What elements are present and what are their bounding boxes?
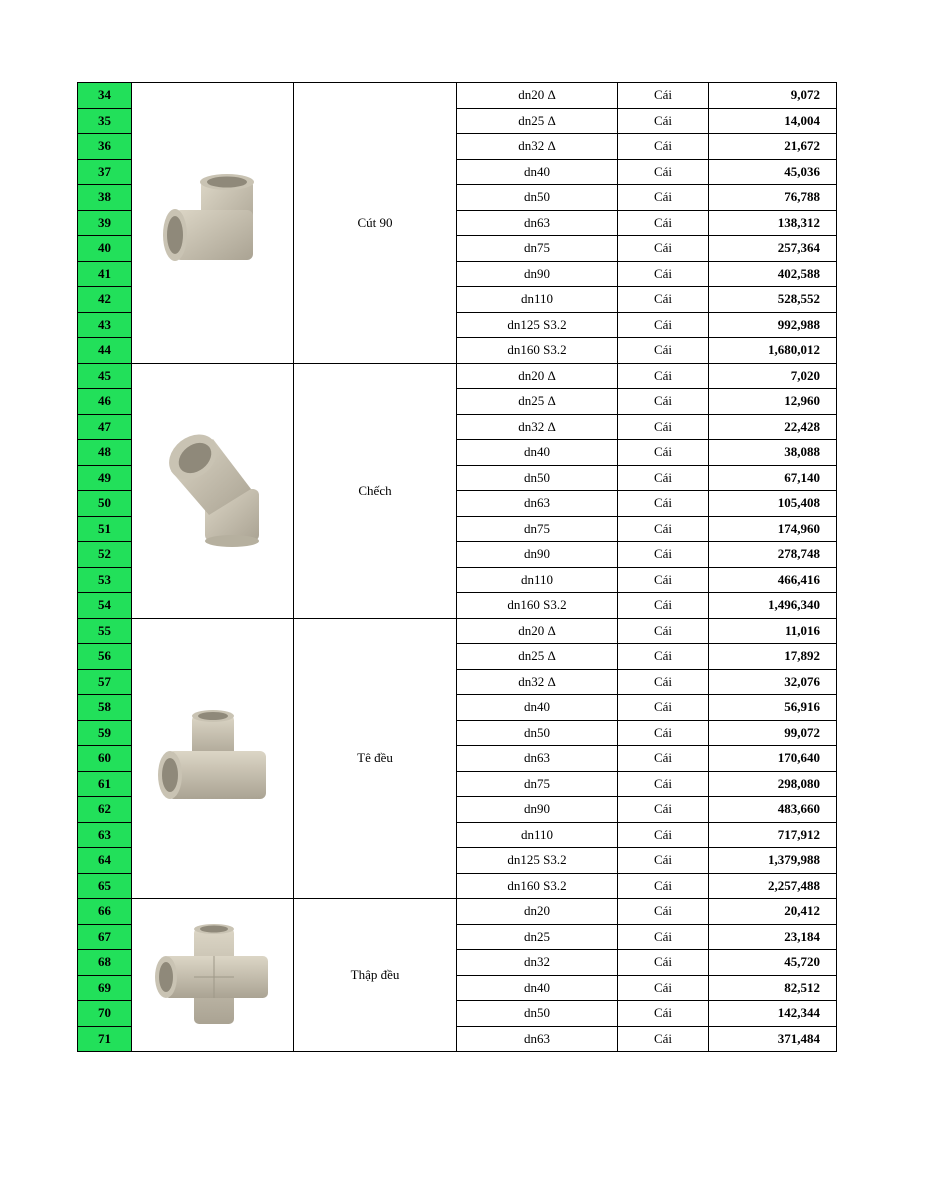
size-spec: dn90	[457, 797, 618, 823]
row-index: 56	[78, 644, 132, 670]
row-index: 39	[78, 210, 132, 236]
unit: Cái	[618, 822, 709, 848]
row-index: 66	[78, 899, 132, 925]
size-spec: dn32 Δ	[457, 134, 618, 160]
unit: Cái	[618, 363, 709, 389]
elbow-45-fitting-image	[132, 363, 294, 618]
size-spec: dn63	[457, 1026, 618, 1052]
elbow-90-fitting-image	[132, 83, 294, 364]
size-spec: dn20 Δ	[457, 363, 618, 389]
unit: Cái	[618, 159, 709, 185]
unit: Cái	[618, 516, 709, 542]
row-index: 71	[78, 1026, 132, 1052]
unit: Cái	[618, 873, 709, 899]
unit: Cái	[618, 83, 709, 109]
size-spec: dn110	[457, 822, 618, 848]
unit-price: 99,072	[709, 720, 837, 746]
unit-price: 257,364	[709, 236, 837, 262]
unit-price: 17,892	[709, 644, 837, 670]
unit-price: 56,916	[709, 695, 837, 721]
unit: Cái	[618, 134, 709, 160]
unit: Cái	[618, 491, 709, 517]
unit: Cái	[618, 567, 709, 593]
unit: Cái	[618, 695, 709, 721]
product-name: Cút 90	[294, 83, 457, 364]
size-spec: dn50	[457, 720, 618, 746]
size-spec: dn75	[457, 516, 618, 542]
size-spec: dn20 Δ	[457, 618, 618, 644]
unit: Cái	[618, 236, 709, 262]
size-spec: dn25	[457, 924, 618, 950]
table-row	[78, 83, 837, 109]
row-index: 68	[78, 950, 132, 976]
size-spec: dn32	[457, 950, 618, 976]
row-index: 50	[78, 491, 132, 517]
row-index: 41	[78, 261, 132, 287]
size-spec: dn63	[457, 491, 618, 517]
unit: Cái	[618, 746, 709, 772]
row-index: 49	[78, 465, 132, 491]
unit: Cái	[618, 771, 709, 797]
unit: Cái	[618, 618, 709, 644]
size-spec: dn40	[457, 975, 618, 1001]
row-index: 48	[78, 440, 132, 466]
row-index: 54	[78, 593, 132, 619]
size-spec: dn20 Δ	[457, 83, 618, 109]
unit-price: 7,020	[709, 363, 837, 389]
size-spec: dn50	[457, 185, 618, 211]
row-index: 55	[78, 618, 132, 644]
size-spec: dn63	[457, 746, 618, 772]
unit: Cái	[618, 542, 709, 568]
size-spec: dn32 Δ	[457, 414, 618, 440]
unit: Cái	[618, 593, 709, 619]
unit: Cái	[618, 287, 709, 313]
size-spec: dn125 S3.2	[457, 312, 618, 338]
unit-price: 402,588	[709, 261, 837, 287]
size-spec: dn90	[457, 261, 618, 287]
size-spec: dn25 Δ	[457, 644, 618, 670]
unit: Cái	[618, 848, 709, 874]
size-spec: dn75	[457, 771, 618, 797]
unit-price: 22,428	[709, 414, 837, 440]
unit: Cái	[618, 1001, 709, 1027]
row-index: 35	[78, 108, 132, 134]
unit: Cái	[618, 899, 709, 925]
row-index: 34	[78, 83, 132, 109]
row-index: 53	[78, 567, 132, 593]
row-index: 43	[78, 312, 132, 338]
size-spec: dn40	[457, 159, 618, 185]
unit-price: 2,257,488	[709, 873, 837, 899]
product-name: Thập đều	[294, 899, 457, 1052]
unit-price: 1,379,988	[709, 848, 837, 874]
unit-price: 1,680,012	[709, 338, 837, 364]
row-index: 59	[78, 720, 132, 746]
unit-price: 170,640	[709, 746, 837, 772]
row-index: 38	[78, 185, 132, 211]
unit-price: 20,412	[709, 899, 837, 925]
size-spec: dn75	[457, 236, 618, 262]
size-spec: dn20	[457, 899, 618, 925]
row-index: 51	[78, 516, 132, 542]
table-row	[78, 363, 837, 389]
unit-price: 371,484	[709, 1026, 837, 1052]
row-index: 64	[78, 848, 132, 874]
unit: Cái	[618, 720, 709, 746]
size-spec: dn50	[457, 465, 618, 491]
cross-fitting-image	[132, 899, 294, 1052]
unit-price: 38,088	[709, 440, 837, 466]
size-spec: dn160 S3.2	[457, 593, 618, 619]
unit-price: 14,004	[709, 108, 837, 134]
unit-price: 9,072	[709, 83, 837, 109]
row-index: 60	[78, 746, 132, 772]
unit: Cái	[618, 669, 709, 695]
size-spec: dn32 Δ	[457, 669, 618, 695]
size-spec: dn25 Δ	[457, 108, 618, 134]
unit-price: 717,912	[709, 822, 837, 848]
unit: Cái	[618, 465, 709, 491]
row-index: 44	[78, 338, 132, 364]
row-index: 58	[78, 695, 132, 721]
row-index: 70	[78, 1001, 132, 1027]
unit: Cái	[618, 414, 709, 440]
unit-price: 528,552	[709, 287, 837, 313]
product-name: Tê đều	[294, 618, 457, 899]
row-index: 61	[78, 771, 132, 797]
unit: Cái	[618, 975, 709, 1001]
tee-fitting-image	[132, 618, 294, 899]
size-spec: dn40	[457, 695, 618, 721]
price-table	[77, 82, 837, 1052]
unit-price: 1,496,340	[709, 593, 837, 619]
size-spec: dn160 S3.2	[457, 338, 618, 364]
row-index: 46	[78, 389, 132, 415]
row-index: 63	[78, 822, 132, 848]
unit-price: 142,344	[709, 1001, 837, 1027]
unit: Cái	[618, 797, 709, 823]
table-row	[78, 618, 837, 644]
size-spec: dn40	[457, 440, 618, 466]
unit-price: 138,312	[709, 210, 837, 236]
row-index: 45	[78, 363, 132, 389]
row-index: 67	[78, 924, 132, 950]
table-row	[78, 899, 837, 925]
unit-price: 12,960	[709, 389, 837, 415]
size-spec: dn110	[457, 567, 618, 593]
row-index: 65	[78, 873, 132, 899]
product-name: Chếch	[294, 363, 457, 618]
unit-price: 483,660	[709, 797, 837, 823]
unit-price: 992,988	[709, 312, 837, 338]
unit-price: 466,416	[709, 567, 837, 593]
size-spec: dn125 S3.2	[457, 848, 618, 874]
unit: Cái	[618, 185, 709, 211]
unit: Cái	[618, 389, 709, 415]
row-index: 69	[78, 975, 132, 1001]
unit: Cái	[618, 440, 709, 466]
unit-price: 82,512	[709, 975, 837, 1001]
size-spec: dn25 Δ	[457, 389, 618, 415]
unit-price: 45,720	[709, 950, 837, 976]
unit-price: 278,748	[709, 542, 837, 568]
row-index: 57	[78, 669, 132, 695]
unit: Cái	[618, 210, 709, 236]
unit: Cái	[618, 644, 709, 670]
unit: Cái	[618, 1026, 709, 1052]
unit-price: 105,408	[709, 491, 837, 517]
unit-price: 32,076	[709, 669, 837, 695]
unit-price: 76,788	[709, 185, 837, 211]
size-spec: dn63	[457, 210, 618, 236]
size-spec: dn160 S3.2	[457, 873, 618, 899]
unit: Cái	[618, 924, 709, 950]
unit: Cái	[618, 338, 709, 364]
row-index: 40	[78, 236, 132, 262]
unit-price: 174,960	[709, 516, 837, 542]
unit: Cái	[618, 312, 709, 338]
unit-price: 21,672	[709, 134, 837, 160]
row-index: 47	[78, 414, 132, 440]
row-index: 37	[78, 159, 132, 185]
row-index: 62	[78, 797, 132, 823]
unit-price: 45,036	[709, 159, 837, 185]
row-index: 52	[78, 542, 132, 568]
size-spec: dn50	[457, 1001, 618, 1027]
unit: Cái	[618, 108, 709, 134]
row-index: 36	[78, 134, 132, 160]
size-spec: dn110	[457, 287, 618, 313]
unit: Cái	[618, 261, 709, 287]
unit-price: 11,016	[709, 618, 837, 644]
size-spec: dn90	[457, 542, 618, 568]
unit-price: 298,080	[709, 771, 837, 797]
unit-price: 67,140	[709, 465, 837, 491]
row-index: 42	[78, 287, 132, 313]
unit: Cái	[618, 950, 709, 976]
unit-price: 23,184	[709, 924, 837, 950]
